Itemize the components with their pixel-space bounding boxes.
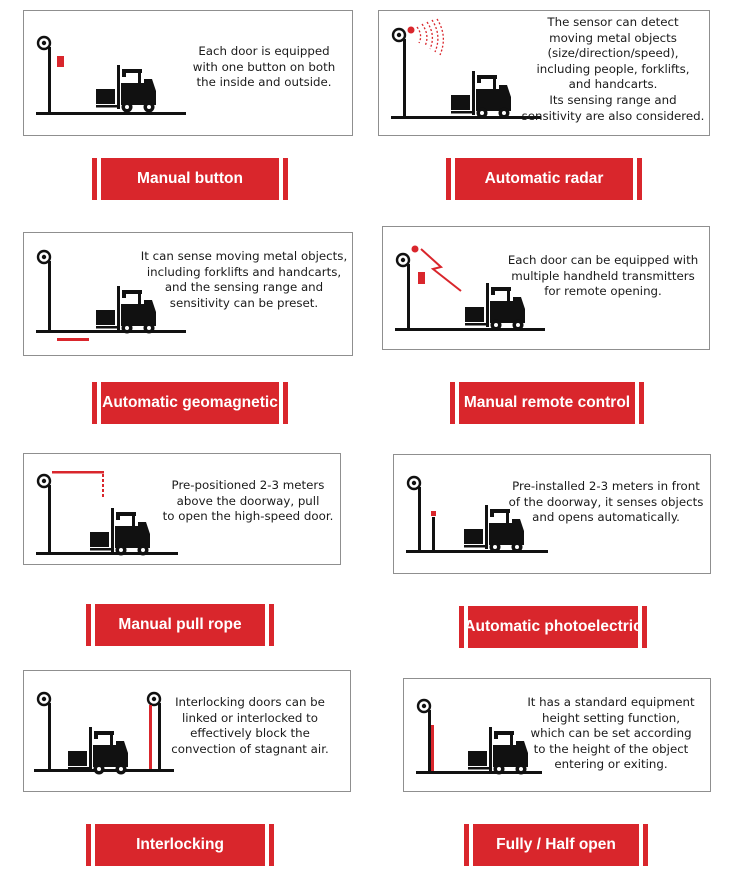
- label-banner-automatic-geomagnetic: [92, 382, 288, 424]
- feature-label: Automatic photoelectric: [464, 618, 642, 635]
- label-banner-automatic-photoelectric: [459, 606, 647, 648]
- feature-label: Interlocking: [136, 836, 224, 853]
- feature-label: Automatic radar: [484, 170, 604, 187]
- feature-description: Each door is equipped with one button on both the inside and outside.: [192, 44, 336, 90]
- receiver-icon: [412, 246, 419, 253]
- push-button-icon: [57, 56, 64, 67]
- feature-label: Manual pull rope: [118, 616, 242, 633]
- feature-card-automatic-photoelectric: [393, 454, 711, 574]
- feature-card-manual-remote-control: [382, 226, 710, 350]
- feature-description: Pre-installed 2-3 meters in front of the doorway, it senses objects and opens automatically.: [508, 479, 704, 525]
- feature-card-automatic-geomagnetic: [23, 232, 353, 356]
- label-banner-interlocking: [86, 824, 274, 866]
- feature-label: Fully / Half open: [496, 836, 616, 853]
- label-banner-manual-button: [92, 158, 288, 200]
- remote-transmitter-icon: [418, 272, 425, 284]
- radar-sensor-icon: [408, 27, 415, 34]
- interlocked-door-icon: [149, 705, 152, 770]
- feature-label: Manual button: [137, 170, 243, 187]
- feature-description: It can sense moving metal objects, including forklifts and handcarts, and the sensing range and sensitivity can be preset.: [140, 249, 348, 310]
- feature-card-manual-button: [23, 10, 353, 136]
- feature-card-automatic-radar: [378, 10, 710, 136]
- feature-label: Manual remote control: [463, 394, 631, 411]
- half-open-door-icon: [431, 725, 434, 772]
- label-banner-manual-remote-control: [450, 382, 644, 424]
- label-banner-manual-pull-rope: [86, 604, 274, 646]
- feature-card-manual-pull-rope: [23, 453, 341, 565]
- feature-description: Each door can be equipped with multiple handheld transmitters for remote opening.: [507, 253, 699, 299]
- feature-description: It has a standard equipment height setting function, which can be set according to the height of the object entering or exiting.: [527, 695, 695, 772]
- feature-label: Automatic geomagnetic: [102, 394, 278, 411]
- label-banner-fully-half-open: [464, 824, 648, 866]
- feature-card-fully-half-open: [403, 678, 711, 792]
- radar-waves-icon: [417, 19, 443, 55]
- label-banner-automatic-radar: [446, 158, 642, 200]
- feature-description: The sensor can detect moving metal objects (size/direction/speed), including people, forklifts, and handcarts. Its sensing range and sensitivity are also considered.: [521, 15, 705, 123]
- feature-card-interlocking: [23, 670, 351, 792]
- signal-bolt-icon: [421, 249, 461, 291]
- photo-sensor-icon: [431, 511, 436, 516]
- pull-rope-icon: [52, 471, 104, 474]
- feature-description: Pre-positioned 2-3 meters above the doorway, pull to open the high-speed door.: [162, 478, 334, 524]
- feature-description: Interlocking doors can be linked or interlocked to effectively block the convection of stagnant air.: [171, 695, 329, 756]
- ground-coil-icon: [57, 338, 89, 341]
